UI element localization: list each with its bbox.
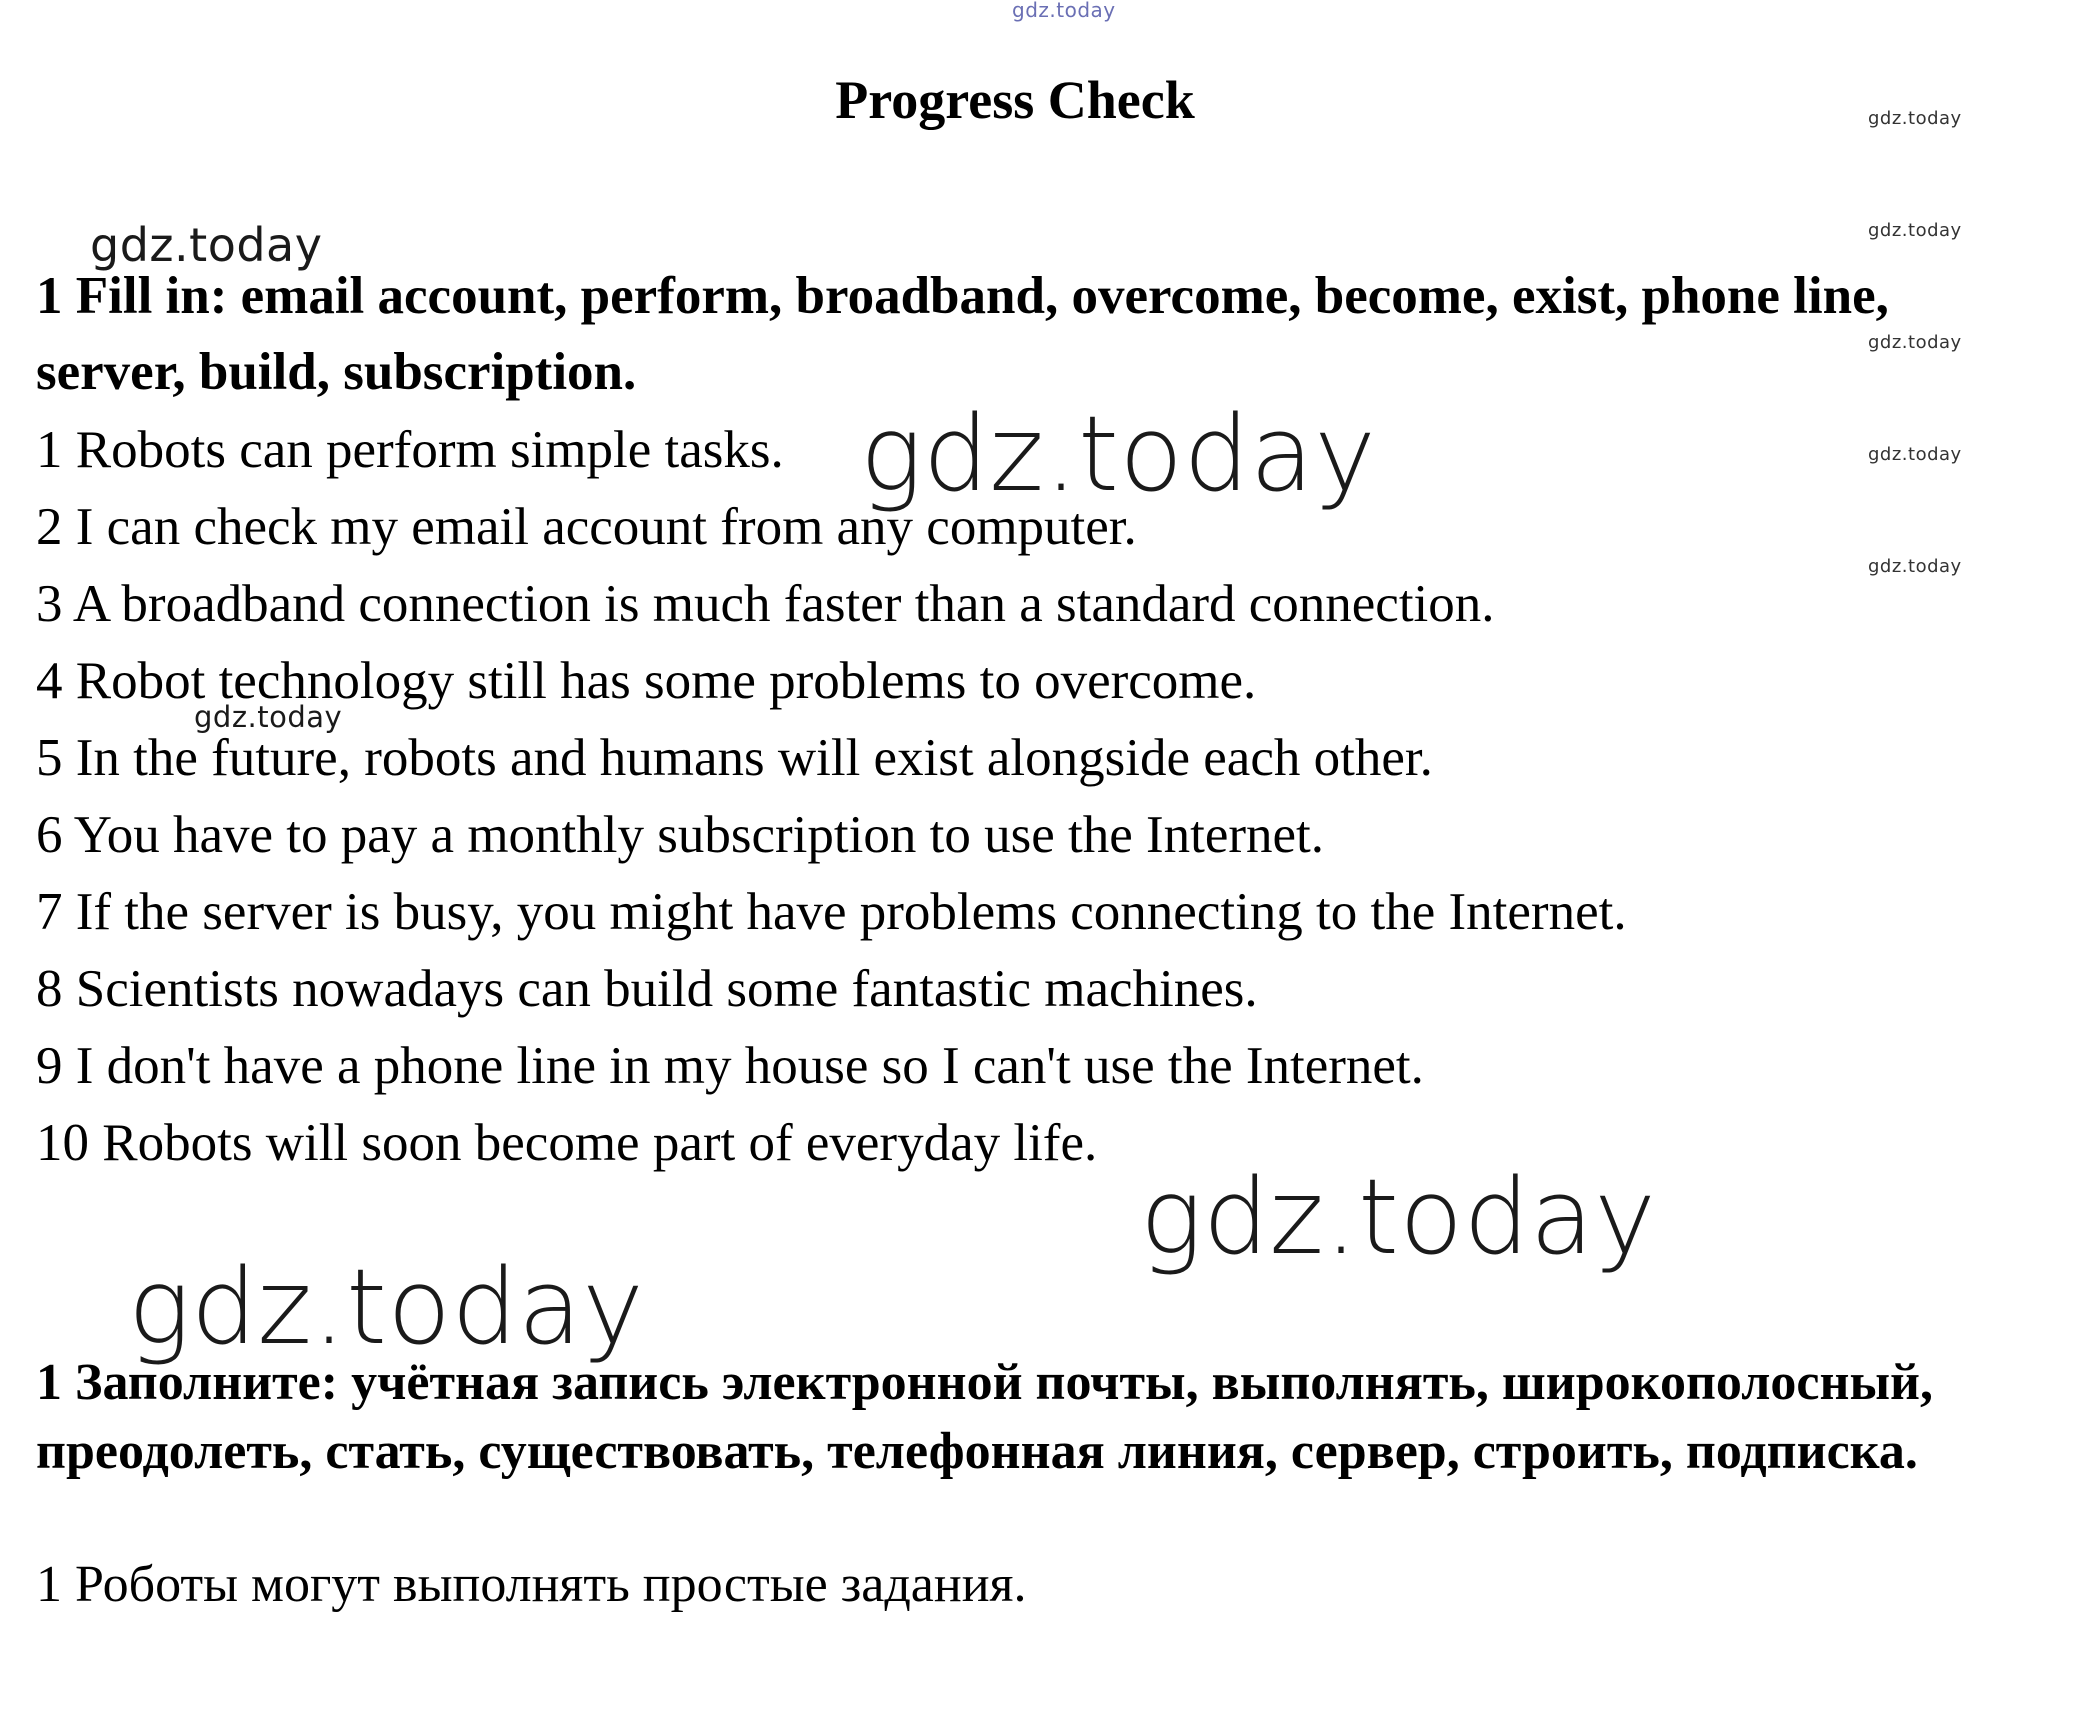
answer-line: 10 Robots will soon become part of everyday life. bbox=[36, 1114, 1098, 1172]
answer-line: 1 Robots can perform simple tasks. bbox=[36, 421, 784, 479]
watermark-small: gdz.today bbox=[1868, 220, 1962, 241]
answer-line: 4 Robot technology still has some problems to overcome. bbox=[36, 652, 1257, 710]
watermark-large: gdz.today bbox=[128, 1246, 645, 1368]
answer-line: 5 In the future, robots and humans will exist alongside each other. bbox=[36, 729, 1433, 787]
exercise-heading-ru: 1 Заполните: учётная запись электронной почты, выполнять, широкополосный, преодолеть, стать, существовать, телефонная линия, сервер, строить, подписка. bbox=[36, 1354, 1934, 1480]
answer-line: 6 You have to pay a monthly subscription to use the Internet. bbox=[36, 806, 1325, 864]
watermark-top: gdz.today bbox=[1012, 0, 1116, 22]
watermark-medium: gdz.today bbox=[90, 218, 323, 272]
answer-line: 2 I can check my email account from any computer. bbox=[36, 498, 1137, 556]
page-title: Progress Check bbox=[835, 70, 1195, 130]
watermark-medium: gdz.today bbox=[194, 700, 343, 734]
answer-line: 3 A broadband connection is much faster than a standard connection. bbox=[36, 575, 1495, 633]
answer-list-ru bbox=[36, 1549, 2026, 1621]
watermark-large: gdz.today bbox=[860, 393, 1377, 515]
answer-line: 7 If the server is busy, you might have problems connecting to the Internet. bbox=[36, 883, 1627, 941]
watermark-large: gdz.today bbox=[1140, 1156, 1657, 1278]
watermark-small: gdz.today bbox=[1868, 444, 1962, 465]
answer-line: 9 I don't have a phone line in my house so I can't use the Internet. bbox=[36, 1037, 1424, 1095]
answer-line: 8 Scientists nowadays can build some fantastic machines. bbox=[36, 960, 1258, 1018]
watermark-small: gdz.today bbox=[1868, 332, 1962, 353]
watermark-small: gdz.today bbox=[1868, 556, 1962, 577]
watermark-small: gdz.today bbox=[1868, 108, 1962, 129]
answer-line: 1 Роботы могут выполнять простые задания. bbox=[36, 1556, 1027, 1613]
answer-list-en bbox=[36, 412, 2026, 1182]
exercise-heading-en: 1 Fill in: email account, perform, broadband, overcome, become, exist, phone line, server, build, subscription. bbox=[36, 267, 1889, 401]
